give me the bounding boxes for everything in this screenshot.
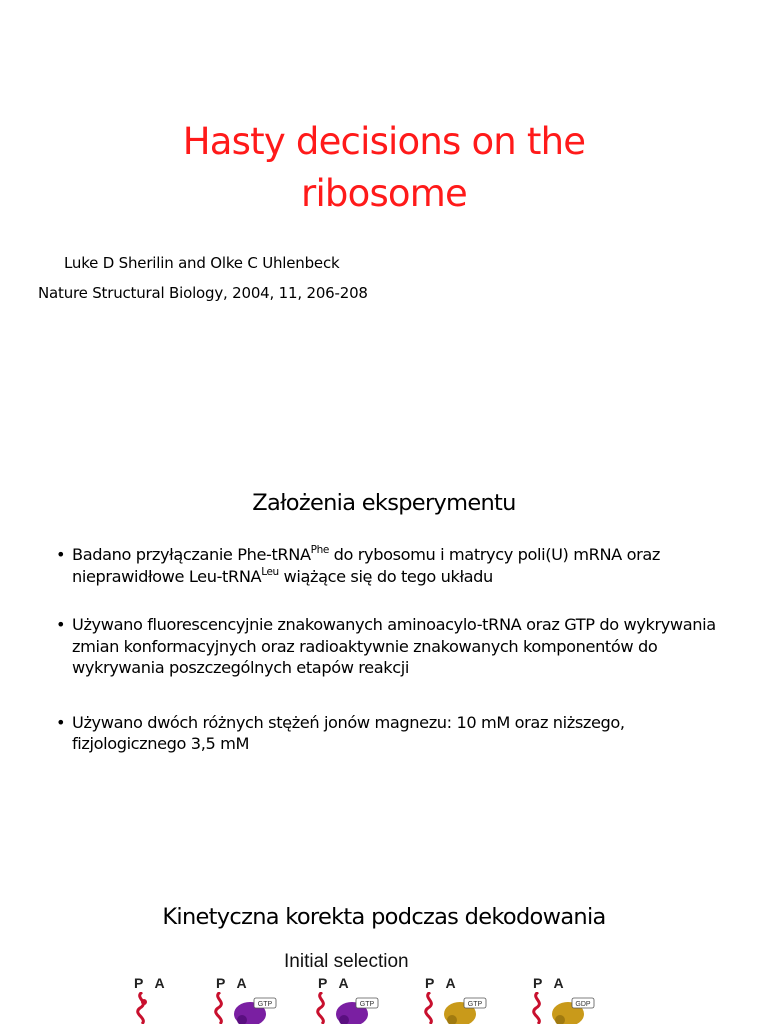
ef-tu-gtp-complex-icon	[210, 992, 280, 1024]
figure-caption: Initial selection	[284, 951, 409, 972]
journal-citation: Nature Structural Biology, 2004, 11, 206-208	[38, 284, 368, 302]
kinetic-proofreading-slide	[0, 880, 768, 1024]
gtp-badge: GTP	[257, 1001, 273, 1008]
gtp-badge: GTP	[359, 1001, 375, 1008]
superscript: Phe	[310, 544, 329, 556]
trna-icon	[130, 992, 170, 1024]
gdp-badge: GDP	[575, 1001, 591, 1008]
bullet-text: wiążące się do tego układu	[278, 566, 493, 586]
site-label: P A	[216, 975, 251, 991]
gtp-badge: GTP	[467, 1001, 483, 1008]
slide-title-line2: ribosome	[301, 172, 467, 215]
bullet-item: • Używano fluorescencyjnie znakowanych aminoacylo-tRNA oraz GTP do wykrywania zmian konformacyjnych oraz radioaktywnie znakowanych komponentów do wykrywania poszczególnych etapów reakcji	[56, 614, 726, 679]
bullet-item	[56, 544, 726, 587]
bullet-text: Badano przyłączanie Phe-tRNA	[72, 545, 311, 564]
superscript: Leu	[261, 565, 279, 578]
site-label: P A	[425, 975, 460, 991]
authors: Luke D Sherilin and Olke C Uhlenbeck	[64, 254, 340, 272]
ef-tu-gtp-complex-icon	[312, 992, 382, 1024]
ef-tu-gtp-complex-icon	[420, 992, 490, 1024]
slide-title	[0, 116, 768, 220]
bullet-text: do rybosomu i matrycy poli(U) mRNA oraz nieprawidłowe Leu-tRNA	[72, 545, 660, 586]
ef-tu-gdp-complex-icon	[528, 992, 598, 1024]
assumptions-slide	[0, 460, 768, 860]
slide-heading: Założenia eksperymentu	[252, 490, 516, 516]
site-label: P A	[533, 975, 568, 991]
bullet-list	[56, 544, 726, 755]
site-label: P A	[318, 975, 353, 991]
site-label: P A	[134, 975, 169, 991]
bullet-item: • Używano dwóch różnych stężeń jonów magnezu: 10 mM oraz niższego, fizjologicznego 3,5 mM	[56, 712, 726, 755]
slide-title-line1: Hasty decisions on the	[182, 120, 586, 163]
slide-heading: Kinetyczna korekta podczas dekodowania	[162, 904, 606, 930]
title-slide	[0, 0, 768, 440]
